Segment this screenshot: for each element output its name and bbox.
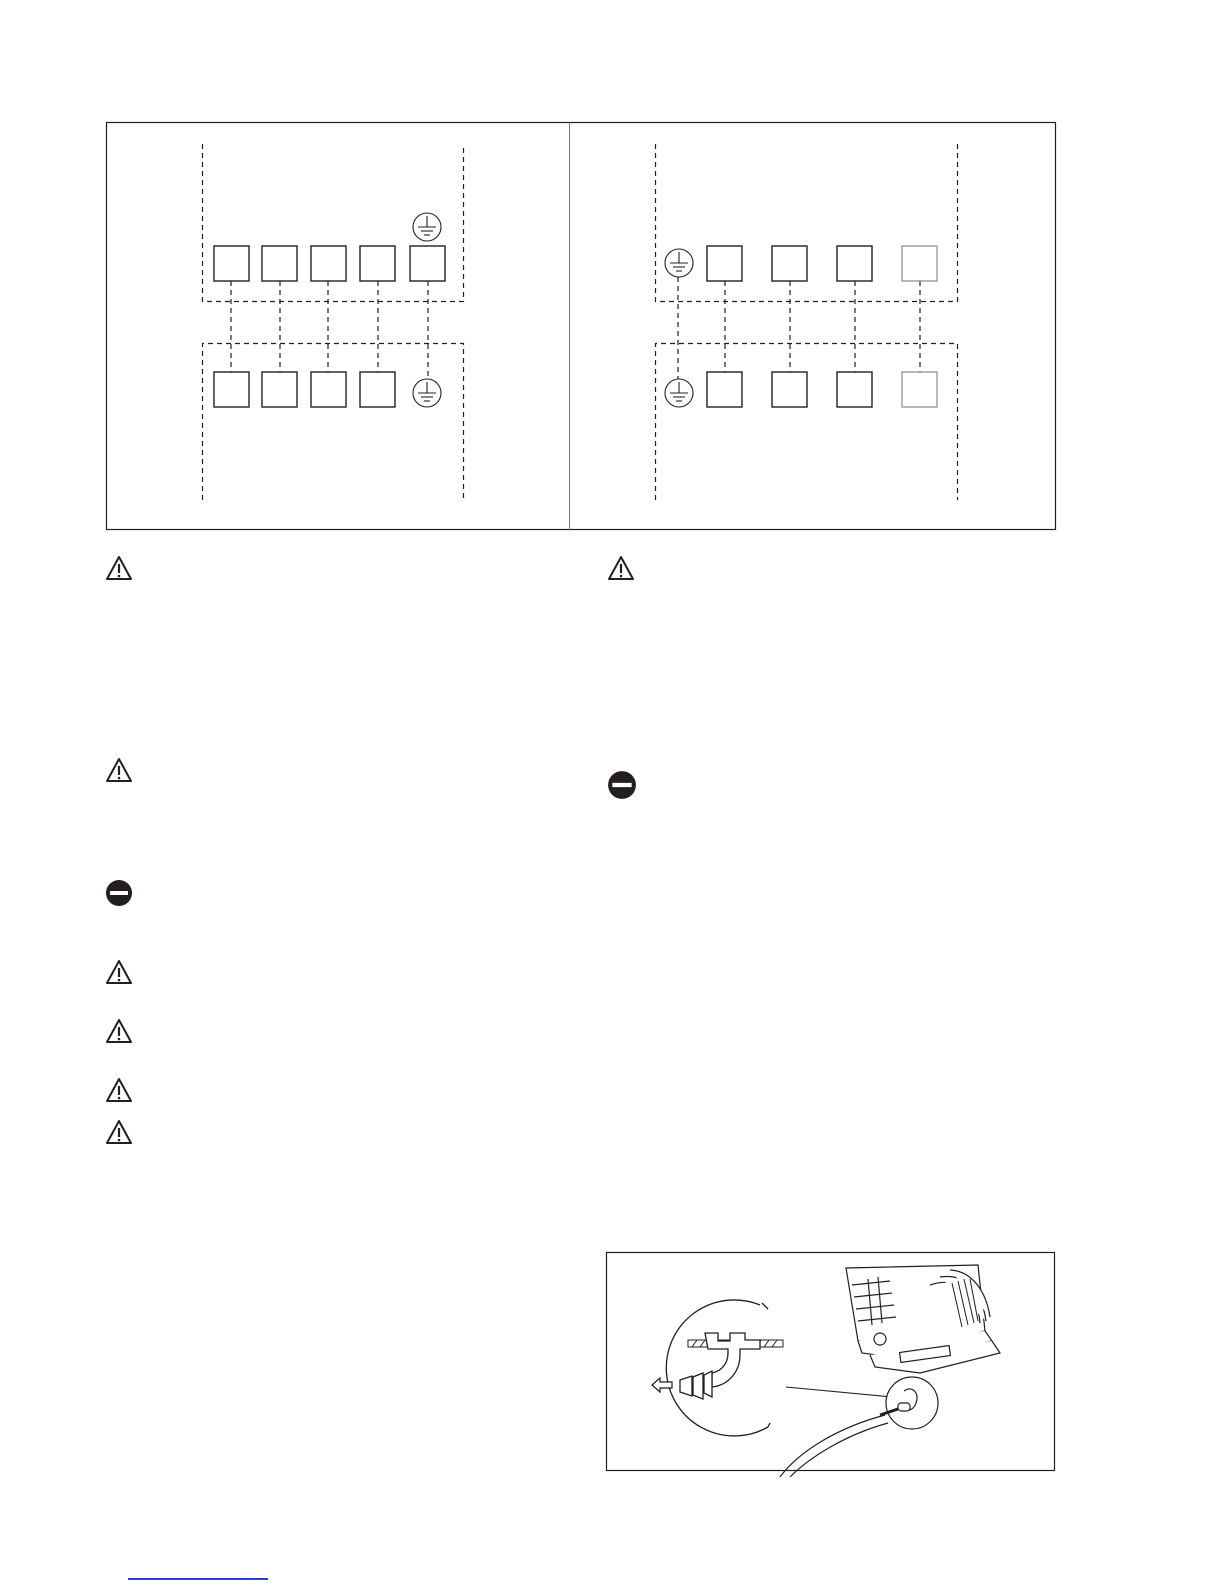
warning-icon — [607, 554, 635, 582]
right-panel-lower-block — [656, 344, 958, 501]
right-lower-terminal-2 — [772, 372, 807, 407]
drain-figure — [600, 1245, 1060, 1477]
left-upper-terminal-4 — [360, 246, 395, 281]
right-panel-connectors — [678, 277, 920, 379]
left-lower-terminal-4 — [360, 372, 395, 407]
footer-link-underline[interactable] — [128, 1578, 268, 1580]
warning-icon — [105, 756, 133, 784]
right-lower-terminal-3 — [837, 372, 872, 407]
warning-icon — [105, 958, 133, 986]
left-upper-terminal-1 — [214, 246, 249, 281]
left-upper-terminal-3 — [311, 246, 346, 281]
earth-ground-icon — [665, 249, 693, 277]
right-upper-terminal-2 — [772, 246, 807, 281]
left-panel-connectors — [231, 281, 428, 378]
right-upper-terminal-3 — [837, 246, 872, 281]
left-lower-terminal-3 — [311, 372, 346, 407]
warning-icon — [105, 1017, 133, 1045]
right-lower-terminal-4 — [902, 372, 937, 407]
warning-icon — [105, 1118, 133, 1146]
right-upper-terminal-4 — [902, 246, 937, 281]
earth-ground-icon — [413, 213, 441, 241]
left-lower-terminal-1 — [214, 372, 249, 407]
earth-ground-icon — [665, 379, 693, 407]
prohibition-icon — [105, 879, 133, 907]
drain-figure-frame — [607, 1253, 1055, 1471]
earth-ground-icon — [413, 379, 441, 407]
left-upper-terminal-5 — [410, 246, 445, 281]
right-upper-terminal-1 — [707, 246, 742, 281]
left-lower-terminal-2 — [262, 372, 297, 407]
warning-icon — [105, 1076, 133, 1104]
right-lower-terminal-1 — [707, 372, 742, 407]
left-upper-terminal-2 — [262, 246, 297, 281]
warning-icon — [105, 554, 133, 582]
prohibition-icon — [607, 770, 637, 800]
wiring-diagram — [0, 0, 1225, 540]
unit-drain-detail — [886, 1377, 938, 1429]
diagram-frame — [107, 123, 1056, 530]
left-panel-lower-block — [203, 344, 464, 501]
